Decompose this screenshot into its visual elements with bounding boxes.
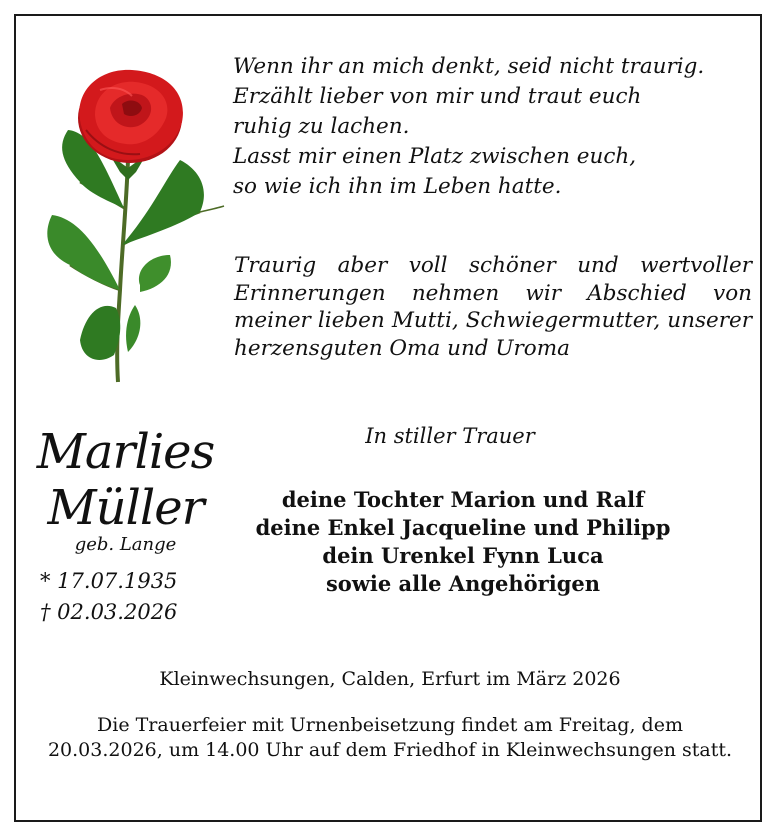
mourning-heading: In stiller Trauer — [365, 424, 535, 448]
poem-line: ruhig zu lachen. — [233, 114, 410, 139]
mourner: dein Urenkel Fynn Luca — [322, 543, 604, 568]
mourner: deine Tochter Marion und Ralf — [281, 487, 645, 512]
poem — [233, 52, 753, 202]
birth-date: * 17.07.1935 — [40, 569, 178, 593]
poem-line: so wie ich ihn im Leben hatte. — [233, 174, 562, 199]
place-and-date: Kleinwechsungen, Calden, Erfurt im März 2026 — [159, 668, 621, 690]
life-dates — [40, 566, 177, 628]
mourner: deine Enkel Jacqueline und Philipp — [255, 515, 671, 540]
last-name: Müller — [47, 480, 204, 536]
red-rose-icon — [40, 60, 230, 385]
farewell-text: Traurig aber voll schöner und wertvoller Erinnerungen nehmen wir Abschied von meiner lieben Mutti, Schwiegermutter, unserer herzensguten Oma und Uroma — [234, 253, 752, 361]
death-date: † 02.03.2026 — [40, 600, 178, 624]
first-name: Marlies — [36, 424, 215, 480]
ceremony-notice: Die Trauerfeier mit Urnenbeisetzung findet am Freitag, dem 20.03.2026, um 14.00 Uhr auf dem Friedhof in Kleinwechsungen statt. — [47, 714, 733, 761]
poem-line: Wenn ihr an mich denkt, seid nicht traurig. — [233, 54, 705, 79]
poem-line: Erzählt lieber von mir und traut euch — [233, 84, 642, 109]
poem-line: Lasst mir einen Platz zwischen euch, — [233, 144, 637, 169]
mourners-list — [218, 486, 708, 598]
deceased-name-block — [18, 424, 233, 556]
birth-name: geb. Lange — [74, 534, 177, 555]
mourner: sowie alle Angehörigen — [325, 571, 601, 596]
